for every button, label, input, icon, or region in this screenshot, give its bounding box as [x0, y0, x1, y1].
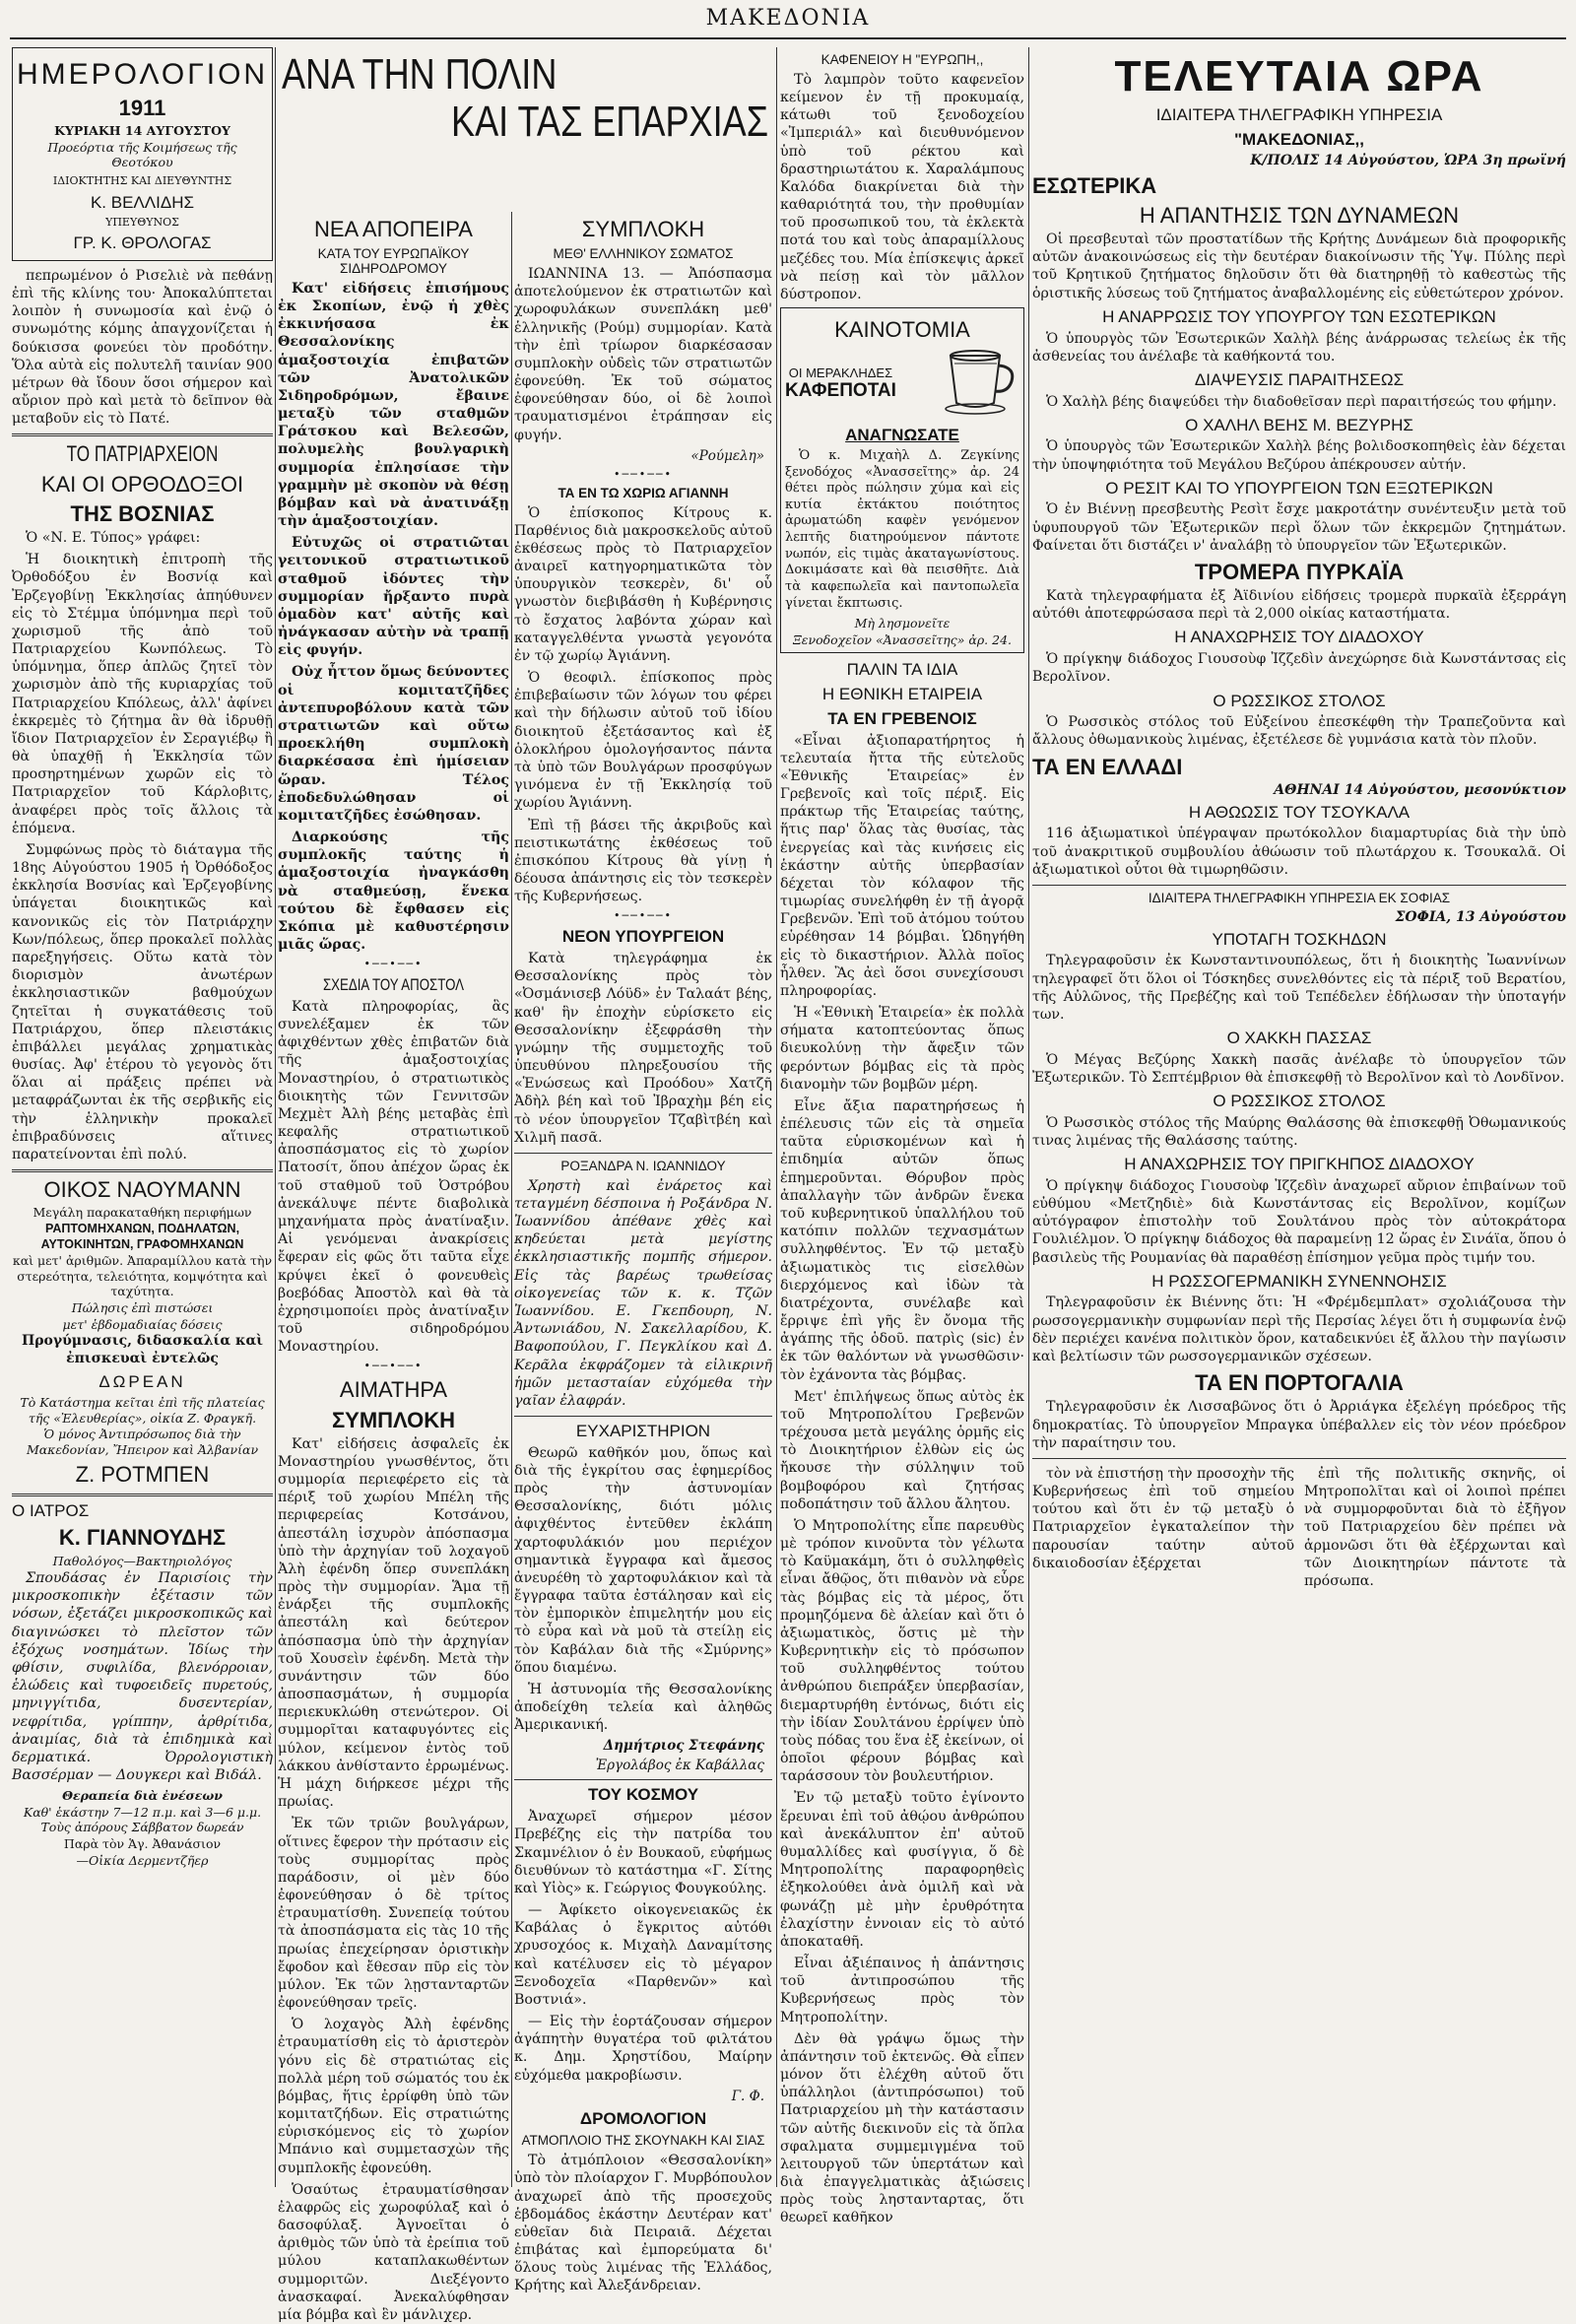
column-rule: [1028, 47, 1029, 2187]
column-1: [12, 47, 273, 2191]
almanac-feast: Προεόρτια τῆς Κοιμήσεως τῆς Θεοτόκου: [47, 139, 237, 170]
owner-name: Κ. ΒΕΛΛΙΔΗΣ: [90, 192, 195, 212]
article-paragraph: Κατὰ πληροφορίας, ἃς συνελέξαμεν ἐκ τῶν ἀφιχθέντων χθὲς ἐπιβατῶν διὰ τῆς ἁμαξοστοιχίας Μοναστηρίου, ὁ στρατιωτικὸς διοικητὴς τῶν Γεννιτσῶν Μεχμὲτ Ἀλὴ βέης μεταβὰς ἐπὶ κεφαλῆς στρατιωτικοῦ ἀποσπάσματος εἰς τὸ χωρίον Πατοσίτ, ὅπου ἀπέχον ὥρας ἐκ τοῦ σταθμοῦ τοῦ Ὀστρόβου ἀνεκάλυψε πέντε διαβολικὰ μηχανήματα πρὸς ἀνατίναξιν. Αἱ γενόμεναι ἀνακρίσεις ἔφεραν εἰς φῶς ὅτι ταῦτα εἶχε κρύψει ἐκεῖ ὁ φονευθεὶς βοεβόδας Ἀποστὸλ καὶ θὰ τὰ ἐχρησιμοποίει πρὸς ἀνατίναξιν τοῦ σιδηροδρόμου Μοναστηρίου.: [278, 998, 509, 1356]
article-headline: ΔΡΟΜΟΛΟΓΙΟΝ: [579, 2108, 707, 2128]
article-paragraph: Δὲν θὰ γράψω ὅμως τὴν ἀπάντησιν τοῦ ἐκτενῶς. Θὰ εἶπεν μόνον ὅτι ἐλέχθη αὐτοῦ ὅτι ὑπάλληλοι (ἀντιπρόσωποι) τοῦ Πατριαρχείου μὴ τὴν κατάστασιν τῶν αὐτῆς διεκινοῦν εἰς τὰ ὅπλα σφαλματα συμμεμιγμένα τοῦ λειτουργοῦ τῶν ὑπερτάτων καὶ διὰ ἐπαγγελματικὰς ἀξιώσεις πρὸς τοὺς ληστανταρτας, ὅτι θεωρεῖ καθῆκον: [780, 2030, 1024, 2226]
ad-sub: Παθολόγος—Βακτηριολόγος: [52, 1553, 232, 1568]
rule: [12, 1169, 273, 1172]
article-headline: ΠΑΛΙΝ ΤΑ ΙΔΙΑ: [846, 660, 958, 680]
article-headline: Η ΕΘΝΙΚΗ ΕΤΑΙΡΕΙΑ: [821, 685, 983, 704]
article-paragraph: Εἶναι ἀξιέπαινος ἡ ἀπάντησις τοῦ ἀντιπροσώπου τῆς Κυβερνήσεως πρὸς τὸν Μητροπολίτην.: [780, 1956, 1024, 2025]
ad-line: καὶ μετ' ἀριθμῶν. Ἀπαραμίλλου κατὰ τὴν στερεότητα, τελειότητα, κομψότητα καὶ ταχύτητα.: [12, 1253, 273, 1299]
rule: [1032, 885, 1566, 886]
continuation-text: ἐπὶ τῆς πολιτικῆς σκηνῆς, οἱ Μητροπολῖται καὶ οἱ λοιποὶ πρέπει νὰ συμμορφοῦνται διὰ τὸ ἐξῆγον τοῦ Πατριαρχείου δὲν πρέπει νὰ ἁρμονῶσι ὅτι θὰ ἐξέρχωνται καὶ τῶν Διοικητηρίων πάντοτε τὰ πρόσωπα.: [1304, 1465, 1566, 1589]
news-paragraph: Τηλεγραφοῦσιν ἐκ Βιέννης ὅτι: Ἡ «Φρέμδεμπλατ» σχολιάζουσα τὴν ρωσσογερμανικὴν συμφωνίαν περὶ τῆς Περσίας λέγει ὅτι ἡ συμφωνία ἐνῷ δὲν περιέχει κανένα πολιτικὸν ὅρον, καταδεικνύει ἐξ ἄλλου τὴν παγίωσιν καὶ βελτίωσιν τῶν ρωσσογερμανικῶν σχέσεων.: [1032, 1295, 1566, 1364]
ad-line: ΔΩΡΕΑΝ: [98, 1372, 186, 1392]
ad-text: Σπουδάσας ἐν Παρισίοις τὴν μικροσκοπικὴν ἐξέτασιν τῶν νόσων, ἐξετάζει μικροσκοπικῶς καὶ διαγινώσκει τὸ πλεῖστον τῶν ἐξόχως νοσημάτων. Ἰδίως τὴν φθίσιν, συφιλίδα, βλενόρροιαν, ἑλώδεις καὶ τυφοειδεῖς πυρετούς, μηνιγγίτιδα, δυσεντερίαν, νεφρίτιδα, γρίππην, ἀρθρίτιδα, ἀναιμίας, διὰ τὰ ἐπιδημικὰ καὶ δερματικά. Ὀρρολογιστικὴ Βασσέρμαν — Δουγκερι καὶ Βιδάλ.: [12, 1570, 273, 1784]
separator: •──•──•: [614, 909, 673, 923]
city-section-header: [278, 47, 772, 147]
news-paragraph: Ὁ ἐν Βιέννῃ πρεσβευτὴς Ρεσὶτ ἔσχε μακροτάτην συνέντευξιν μετὰ τοῦ ὑφυπουργοῦ τῶν Ἐξωτερικῶν περὶ ὅλων τῶν ἐκκρεμῶν ζητημάτων. Φαίνεται ὅτι διστάζει ν' ἀναλάβῃ τὸ ὑπουργεῖον τῶν Ἐξωτερικῶν.: [1032, 501, 1566, 554]
article-headline: ΤΑ ΕΝ ΤΩ ΧΩΡΙΩ ΑΓΙΑΝΝΗ: [558, 485, 729, 500]
wire-service-header: "ΜΑΚΕΔΟΝΙΑΣ,,: [1233, 130, 1365, 150]
ad-line: Μεγάλη παρακαταθήκη περιφήμων: [33, 1205, 252, 1221]
ad-line: Ζ. ΡΟΤΜΠΕΝ: [75, 1462, 210, 1488]
news-headline: Η ΑΠΑΝΤΗΣΙΣ ΤΩΝ ΔΥΝΑΜΕΩΝ: [1139, 202, 1460, 228]
article-paragraph: Ὁσαύτως ἐτραυματίσθησαν ἐλαφρῶς εἰς χωροφύλαξ καὶ ὁ δασοφύλαξ. Ἀγνοεῖται ὁ ἀριθμὸς τῶν ὑπὸ τὰ ἐρείπια τοῦ μύλου καταπλακωθέντων συμμοριτῶν. Διεξέγοντο ἀνασκαφαί. Ἀνεκαλύφθησαν μία βόμβα καὶ ἓν μάνλιχερ.: [278, 2181, 509, 2323]
news-paragraph: Ὁ ὑπουργὸς τῶν Ἐσωτερικῶν Χαλὴλ βέης ἀνάρρωσας τελείως ἐκ τῆς ἀσθενείας του ἀνέλαβε τὰ καθήκοντά του.: [1032, 330, 1566, 365]
news-headline: Ο ΡΩΣΣΙΚΟΣ ΣΤΟΛΟΣ: [1213, 691, 1386, 710]
article-headline: ΤΟ ΠΑΤΡΙΑΡΧΕΙΟΝ: [66, 441, 219, 467]
ad-line: ΡΑΠΤΟΜΗΧΑΝΩΝ, ΠΟΔΗΛΑΤΩΝ, ΑΥΤΟΚΙΝΗΤΩΝ, ΓΡΑΦΟΜΗΧΑΝΩΝ: [40, 1221, 244, 1251]
ad-line: ΚΑΦΕΠΟΤΑΙ: [785, 379, 896, 401]
news-headline: Η ΑΝΑΡΡΩΣΙΣ ΤΟΥ ΥΠΟΥΡΓΟΥ ΤΩΝ ΕΣΩΤΕΡΙΚΩΝ: [1102, 306, 1496, 326]
article-paragraph: Τὸ ἀτμόπλοιον «Θεσσαλονίκη» ὑπὸ τὸν πλοίαρχον Γ. Μυρβόπουλον ἀναχωρεῖ ἀπὸ τῆς προσεχοῦς ἑβδομάδος ἑκάστην Δευτέραν κατ' εὐθεῖαν διὰ Πειραιᾶ. Δέχεται ἐπιβάτας καὶ ἐμπορεύματα δι' ὅλους τοὺς λιμένας τῆς Ἑλλάδος, Κρήτης καὶ Ἀλεξάνδρειαν.: [514, 2153, 772, 2294]
ad-hours: Καθ' ἑκάστην 7—12 π.μ. καὶ 3—6 μ.μ. Τοὺς ἀπόρους Σάββατον δωρεάν: [23, 1804, 262, 1835]
top-rule: [10, 37, 1566, 39]
article-paragraph: Κατὰ τηλεγράφημα ἐκ Θεσσαλονίκης πρὸς τὸν «Ὀσμάνισεβ Λόϋδ» ἐν Ταλαάτ βέης, καθ' ἣν ἐποχὴν εὑρίσκετο εἰς Θεσσαλονίκην ἐξεφράσθη τὴν γνώμην τῆς συμμετοχῆς τοῦ ὑπευθύνου πληρεξουσίου τῆς «Ἑνώσεως καὶ Προόδου» Χατζῆ Ἀδὴλ βέη καὶ τοῦ Ἰβραχὴμ βέη εἰς τὸ νέον ὑπουργεῖον Τζαβὶτβέη καὶ Χιλμῆ πασᾶ.: [514, 951, 772, 1146]
dateline: ΑΘΗΝΑΙ 14 Αὐγούστου, μεσονύκτιον: [1274, 781, 1566, 798]
article-headline: ΚΑΦΕΝΕΙΟΥ Η "ΕΥΡΩΠΗ,,: [821, 52, 984, 67]
news-paragraph: Τηλεγραφοῦσιν ἐκ Λισσαβῶνος ὅτι ὁ Ἀρριάγκα ἐξελέγη πρόεδρος τῆς δημοκρατίας. Τὸ ὑπουργεῖον Μπραγκα ὑπέβαλλεν εἰς τὸν νέον πρόεδρον τὴν παραίτησιν του.: [1032, 1399, 1566, 1451]
article-paragraph: Οὐχ ἧττον ὅμως δεύνοντες οἱ κομιτατζῆδες ἀντεπυροβόλουν κατὰ τῶν στρατιωτῶν καὶ οὕτω προεκλήθη συμπλοκὴ διαρκέσασα ἐπὶ ἡμίσειαν ὥραν. Τέλος ἐποδεδυλώθησαν οἱ κομιτατζῆδες ἐσώθησαν.: [278, 664, 509, 824]
news-headline: Ο ΡΕΣΙΤ ΚΑΙ ΤΟ ΥΠΟΥΡΓΕΙΟΝ ΤΩΝ ΕΞΩΤΕΡΙΚΩΝ: [1105, 478, 1493, 498]
almanac-title: ΗΜΕΡΟΛΟΓΙΟΝ: [17, 58, 269, 91]
separator: •──•──•: [363, 1360, 424, 1373]
column-rule: [776, 47, 777, 2187]
ad-name: Κ. ΓΙΑΝΝΟΥΔΗΣ: [58, 1525, 227, 1551]
news-headline: Ο ΧΑΛΗΛ ΒΕΗΣ Μ. ΒΕΖΥΡΗΣ: [1185, 415, 1413, 434]
article-headline: ΝΕΑ ΑΠΟΠΕΙΡΑ: [314, 217, 473, 241]
ad-line: μετ' ἑβδομαδιαίας δόσεις: [62, 1316, 223, 1332]
article-paragraph: Ὁ ἐπίσκοπος Κίτρους κ. Παρθένιος διὰ μακροσκελοῦς αὐτοῦ ἐκθέσεως πρὸς τὸ Πατριαρχεῖον ἀναιρεῖ κατηγορηματικῶτα τὸν ὑπουργικὸν τεσκερὲν, δι' οὗ γνωστὸν διεβιβάσθη ἡ Κυβέρνησις τὸ ἔσχατος λαβόντα χώραν καὶ καταγγελθέντα γνωστὰ γεγονότα ἐν τῷ χωρίῳ Ἀγιάννη.: [514, 504, 772, 664]
news-paragraph: 116 ἀξιωματικοὶ ὑπέγραψαν πρωτόκολλον διαμαρτυρίας διὰ τὴν ὑπὸ τοῦ ἀνακριτικοῦ συμβουλίου ἀθώωσιν τοῦ πλωτάρχου κ. Τσουκαλᾶ. Οἱ ἀξιωματικοὶ οὗτοι θὰ τιμωρηθῶσιν.: [1032, 826, 1566, 878]
news-headline: ΔΙΑΨΕΥΣΙΣ ΠΑΡΑΙΤΗΣΕΩΣ: [1194, 369, 1405, 389]
section-heading: ΕΣΩΤΕΡΙΚΑ: [1032, 172, 1157, 198]
wire-service-header: ΙΔΙΑΙΤΕΡΑ ΤΗΛΕΓΡΑΦΙΚΗ ΥΠΗΡΕΣΙΑ: [1155, 105, 1443, 125]
article-headline: ΣΥΜΠΛΟΚΗ: [581, 217, 705, 241]
rule: [514, 1779, 772, 1780]
news-headline: Ο ΧΑΚΚΗ ΠΑΣΣΑΣ: [1226, 1029, 1372, 1048]
news-paragraph: Ὁ ὑπουργὸς τῶν Ἐσωτερικῶν Χαλὴλ βέης βολιδοσκοπηθεὶς ἐὰν δέχεται τὴν ὑποψηφιότητα τοῦ Μεγάλου Βεζύρου ἀπέκρουσεν αὐτήν.: [1032, 438, 1566, 473]
article-paragraph: Ὁ «Ν. Ε. Τύπος» γράφει:: [26, 530, 201, 547]
article-paragraph: Συμφώνως πρὸς τὸ διάταγμα τῆς 18ης Αὐγούστου 1905 ἡ Ὀρθόδοξος ἐκκλησία Βοσνίας καὶ Ἐρζεγοβίνης ὑπάγεται διοικητικῶς καὶ κανονικῶς εἰς τὸν Πατριάρχην Κων/πόλεως, ὅπερ προκαλεῖ πολλὰς παρεξηγήσεις. Οὕτω κατὰ τὸν διορισμὸν ἀνωτέρων ἐκκλησιαστικῶν βαθμούχων ζητεῖται ἡ συγκατάθεσις τοῦ Πατριάρχου, ὅπερ πλειστάκις ἐπιβάλλει μεγάλας χρηματικὰς θυσίας. Ἀφ' ἑτέρου τὸ γεγονὸς ὅτι ὅλαι αἱ πράξεις πρέπει νὰ μεταφράζωνται ἐκ τῆς σερβικῆς εἰς τὴν ἑλληνικὴν προκαλεῖ ἐπιβραδύνσεις αἵτινες παρατείνονται ἐπὶ πολύ.: [12, 841, 273, 1162]
news-paragraph: Ὁ Ρωσσικὸς στόλος τοῦ Εὐξείνου ἐπεσκέφθη τὴν Τραπεζοῦντα καὶ ἄλλους ὀθωμανικοὺς λιμένας, ἐξετέλεσε δὲ γυμνάσια κατὰ τὸν πλοῦν.: [1032, 714, 1566, 749]
ad-line: Μὴ λησμονεῖτε: [854, 616, 951, 631]
resp-name: ΓΡ. Κ. ΘΡΟΛΟΓΑΣ: [73, 233, 212, 253]
separator: •──•──•: [614, 467, 673, 481]
article-headline: ΕΥΧΑΡΙΣΤΗΡΙΟΝ: [575, 1422, 711, 1441]
article-subheadline: ΜΕΘ' ΕΛΛΗΝΙΚΟΥ ΣΩΜΑΤΟΣ: [553, 246, 734, 262]
ad-line: Τὸ Κατάστημα κεῖται ἐπὶ τῆς πλατείας τῆς «Ἐλευθερίας», οἰκία Ζ. Φραγκῆ.: [20, 1394, 265, 1426]
signature: Δημήτριος Στεφάνης: [603, 1738, 764, 1755]
signature-title: Ἐργολάβος ἐκ Καβάλλας: [595, 1758, 764, 1774]
article-subheadline: ΚΑΤΑ ΤΟΥ ΕΥΡΩΠΑΪΚΟΥ ΣΙΔΗΡΟΔΡΟΜΟΥ: [317, 246, 470, 277]
ad-line: Ξενοδοχεῖον «Ἀνασσεῖτης» ἀρ. 24.: [793, 631, 1012, 647]
article-paragraph: Κατ' εἰδήσεις ἀσφαλεῖς ἐκ Μοναστηρίου γνωσθέντος, ὅτι συμμορία περιεφέρετο εἰς τὰ πέριξ τοῦ χωρίου Μπέλη τῆς περιφερείας Κοτσάνου, ἀπεστάλη ἰσχυρὸν ἀπόσπασμα ὑπὸ τὴν ἀρχηγίαν τοῦ λοχαγοῦ Ἀλὴ ἐφένδη ὅπερ συνεπλάκη πρὸς τὴν συμμορίαν. Ἅμα τῇ ἐνάρξει τῆς συμπλοκῆς ἀπεστάλη καὶ δεύτερον ἀπόσπασμα ὑπὸ τὴν ἀρχηγίαν τοῦ Χουσεὶν ἐφένδη. Μετὰ τὴν συνάντησιν τῶν δύο ἀποσπασμάτων, ἡ συμμορία περιεκυκλώθη στενώτερον. Οἱ συμμορῖται καταφυγόντες εἰς μύλον, κείμενον ἐντὸς τοῦ λάκκου ἀνθίσταντο ἐρρωμένως. Ἡ μάχη διήρκεσε μέχρι τῆς πρωίας.: [278, 1435, 509, 1811]
owner-label: ΙΔΙΟΚΤΗΤΗΣ ΚΑΙ ΔΙΕΥΘΥΝΤΗΣ: [52, 174, 232, 188]
ad-address: —Οἰκία Δερμεντζῆερ: [76, 1852, 209, 1868]
separator: •──•──•: [363, 958, 424, 971]
section-heading: ΤΑ ΕΝ ΠΟΡΤΟΓΑΛΙΑ: [1195, 1370, 1404, 1396]
resp-label: ΥΠΕΥΘΥΝΟΣ: [105, 215, 179, 229]
dateline: ΣΟΦΙΑ, 13 Αὐγούστου: [1395, 908, 1566, 925]
ad-cup-text: [785, 365, 896, 402]
section-heading: ΤΑ ΕΝ ΕΛΛΑΔΙ: [1032, 754, 1183, 779]
coffee-ad: [780, 307, 1024, 653]
section-headline: ΚΑΙ ΤΑΣ ΕΠΑΡΧΙΑΣ: [451, 98, 768, 147]
article-headline: ΡΟΞΑΝΔΡΑ Ν. ΙΩΑΝΝΙΔΟΥ: [560, 1158, 726, 1173]
article-paragraph: «Εἶναι ἀξιοπαρατήρητος ἡ τελευταία ἤττα τῆς εὐτελοῦς «Ἐθνικῆς Ἑταιρείας» ἐν Γρεβενοῖς καὶ τοῖς πέριξ. Εἰς πράκτωρ τῆς Ἑταιρείας ταύτης, ἥτις παρ' ὅλας τὰς θυσίας, τὰς ἐνεργείας καὶ τὰς κινήσεις εἰς ἑκάστην αὐτῆς ὑπερβασίαν δέχεται τὸν κόλαφον τῆς τιμωρίας συνελήφθη ἐν τῇ ἀγορᾷ Γρεβενῶν. Ἐπὶ τοῦ ἀτόμου τούτου εὑρέθησαν 14 βόμβαι. Ὡδηγήθη εἰς τὸ δικαστήριον. Ἀλλὰ ποῖος ἦλθεν. Ἂς ἀεὶ ὅσοι συνεχίσουσι πληροφορίας.: [780, 732, 1024, 999]
article-headline: ΚΑΙ ΟΙ ΟΡΘΟΔΟΞΟΙ: [40, 471, 244, 497]
ad-line: Προγύμνασις, διδασκαλία καὶ ἐπισκευαὶ ἐντελῶς: [21, 1333, 264, 1366]
rule: [514, 1153, 772, 1154]
news-paragraph: Ὁ πρίγκηψ διάδοχος Γιουσοὺφ Ἰζζεδὶν ἀνεχώρησε διὰ Κωνστάντσας εἰς Βερολῖνον.: [1032, 651, 1566, 686]
article-paragraph: — Ἀφίκετο οἰκογενειακῶς ἐκ Καβάλας ὁ ἔγκριτος αὐτόθι χρυσοχόος κ. Μιχαὴλ Δαναμίτσης καὶ κατέλυσεν εἰς τὸ μέγαρον Ξενοδοχεῖα «Παρθενῶν» καὶ Βοστνιά».: [514, 1902, 772, 2008]
continuation-block: [1032, 1465, 1566, 1594]
article-headline: ΤΑ ΕΝ ΓΡΕΒΕΝΟΙΣ: [827, 708, 977, 728]
article-paragraph: Τὸ λαμπρὸν τοῦτο καφενεῖον κείμενον ἐν τῇ προκυμαίᾳ, κάτωθι τοῦ ξενοδοχείου «Ἰμπεριάλ» καὶ διευθυνόμενον ὑπὸ τοῦ ρέκτου καὶ δραστηριωτάτου κ. Χαραλάμπους Καλόδα διακρίνεται διὰ τὴν καθαριότητά του, τὴν προθυμίαν τοῦ προσωπικοῦ του, τὰ ἐκλεκτὰ ποτά του καὶ τοὺς ἀπαραμίλλους μεζέδες του. Μία ἐπίσκεψις ἀρκεῖ νὰ πείσῃ καὶ τὸν μᾶλλον δύστροπον.: [780, 71, 1024, 302]
article-paragraph: Ἡ διοικητικὴ ἐπιτροπὴ τῆς Ὀρθοδόξου ἐν Βοσνίᾳ καὶ Ἐρζεγοβίνῃ Ἐκκλησίας ἀπηύθυνεν εἰς τὸ Στέμμα ὑπόμνημα περὶ τοῦ χωρισμοῦ τῆς ἀπὸ τοῦ Πατριαρχείου Κωνπόλεως. Τὸ ὑπόμνημα, ὅπερ ἁπλῶς ζητεῖ τὸν χωρισμὸν ἀπὸ τῆς κυριαρχίας τοῦ Πατριαρχείου Κπόλεως, ἀλλ' ἀφίνει ἐκκρεμὲς τὸ ζήτημα ἂν θὰ ἱδρυθῇ ἴδιον Πατριαρχεῖον ἐν Σεραγιέβῳ ἢ θὰ ὑπαχθῇ ἡ Ἐκκλησία τῶν προσηρτημένων χωρῶν εἰς τὸ Πατριαρχεῖον τοῦ Κάρλοβιτς, ἀναφέρει πρὸς τοῖς ἄλλοις τὰ ἑπόμενα.: [12, 552, 273, 836]
ad-title: ΟΙΚΟΣ ΝΑΟΥΜΑΝΝ: [43, 1177, 241, 1203]
ad-address: Παρὰ τὸν Ἁγ. Ἀθανάσιον: [63, 1836, 222, 1852]
news-paragraph: Οἱ πρεσβευταὶ τῶν προστατίδων τῆς Κρήτης Δυνάμεων διὰ προφορικῆς αὐτῶν ἀνακοινώσεως εἰς τὴν δευτέραν διακοίνωσιν τῆς Ὑψ. Πύλης περὶ τοῦ Κρητικοῦ ζητήματος δηλοῦσιν ὅτι θὰ διατηρηθῇ τὸ καθεστὼς τῆς ὁριστικῆς λύσεως τοῦ ζητήματος ἀναβαλλομένης εἰς εὐθετώτερον χρόνον.: [1032, 232, 1566, 301]
news-headline: Ο ΡΩΣΣΙΚΟΣ ΣΤΟΛΟΣ: [1213, 1092, 1386, 1111]
article-paragraph: Μετ' ἐπιλήψεως ὅπως αὐτὸς ἐκ τοῦ Μητροπολίτου Γρεβενῶν τρέχουσα μετὰ μεγάλης ὁρμῆς εἰς τὸ Διοικητήριον ἐλθὼν εἰς ὡς ἤκουσε τὴν σύλληψιν τοῦ βομβοφόρου καὶ ζητήσας ποδοπάτησιν τοῦ ἄλλου ἄλητου.: [780, 1388, 1024, 1512]
column-rule: [275, 47, 276, 2187]
ad-therapy: Θεραπεία διὰ ἐνέσεων: [62, 1788, 223, 1804]
article-paragraph: Εἶνε ἄξια παρατηρήσεως ἡ ἐπέλευσις τῶν εἰς τὰ σημεῖα ταῦτα εὑρισκομένων καὶ ἡ ἐπιδημία αὐτῶν ὅπως ἐπημεροῦνται. Θόρυβον πρὸς ἀπαλλαγὴν τῶν ἀνδρῶν ἔνεκα τοῦ κυβερνητικοῦ ὑπαλλήλου τοῦ κατόπιν πολλῶν τεχνασμάτων συλληφθέντος. Ἐν τῷ μεταξὺ ἀξιωματικὸς τις εἰσελθὼν διερχόμενος καὶ ἰδὼν τὰ διατρέχοντα, συνέλαβε καὶ ἔρριψε ἐπὶ γῆς ἓν ὄνομα τῆς ἀγάπης τῆς ὁδοῦ. πατρὶς (sic) ἐν ἐκ τῶν θαλόντων νὰ γνωσθῶσιν· τὸν ἐχάνοντα τὰς βόμβας.: [780, 1097, 1024, 1383]
column-rule: [511, 212, 512, 2187]
rule: [514, 1416, 772, 1417]
news-paragraph: Ὁ πρίγκηψ διάδοχος Γιουσοὺφ Ἰζζεδὶν ἀναχωρεῖ αὔριον ἐπιβαίνων τοῦ εὐθύμου «Μετζηδιὲ» διὰ Κωνστάντσας εἰς Βερολῖνον, κομίζων αὐτόγραφον ἐπιστολὴν τοῦ Σουλτάνου πρὸς τὸν αὐτοκράτορα Γουλιέλμον. Ὁ πρίγκηψ διάδοχος θὰ παραμείνῃ 12 ὥρας ἐν Σινάϊα, ὅπου ὁ βασιλεὺς τῆς Ρουμανίας θὰ παραθέσῃ ἐπίσημον γεῦμα πρὸς τιμήν του.: [1032, 1177, 1566, 1266]
ad-line: Ὁ μόνος Ἀντιπρόσωπος διὰ τὴν Μακεδονίαν, Ἤπειρον καὶ Ἀλβανίαν: [26, 1427, 259, 1457]
article-paragraph: Κατ' εἰδήσεις ἐπισήμους ἐκ Σκοπίων, ἐνῷ ἡ χθὲς ἐκκινήσασα ἐκ Θεσσαλονίκης ἁμαξοστοιχία ἐπιβατῶν τῶν Ἀνατολικῶν Σιδηροδρόμων, ἔβαινε μεταξὺ τῶν σταθμῶν Γράτσκου καὶ Βελεσῶν, πολυμελὴς βουλγαρικὴ συμμορία ἐπλησίασε τὴν γραμμὴν μὲ σκοπὸν νὰ θέσῃ βόμβαν καὶ νὰ ἀνατινάξῃ τὴν ἁμαξοστοιχίαν.: [278, 280, 509, 530]
ad-title: ΚΑΙΝΟΤΟΜΙΑ: [834, 317, 970, 343]
almanac-box: [12, 47, 273, 261]
almanac-day: ΚΥΡΙΑΚΗ 14 ΑΥΓΟΥΣΤΟΥ: [54, 123, 230, 139]
column-2: [278, 212, 509, 2323]
ad-read: ΑΝΑΓΝΩΣΑΤΕ: [845, 426, 959, 445]
article-headline: ΤΗΣ ΒΟΣΝΙΑΣ: [70, 500, 215, 526]
article-headline: ΣΥΜΠΛΟΚΗ: [331, 1407, 456, 1432]
ad-text: Ὁ κ. Μιχαὴλ Δ. Ζεγκίνης ξενοδόχος «Ἀνασσεῖτης» ἀρ. 24 θέτει πρὸς πώλησιν χύμα καὶ εἰς κυτία ἐκτάκτου ποιότητος ἀρωματώδη καφὲν γενόμενον λεπτῆς διατηρούμενον πάντοτε νωπόν, εἰς τιμὰς ἀκαταγωνίστους. Δοκιμάσατε καὶ θὰ πεισθῆτε. Διὰ τὰ καφεπωλεῖα καὶ παντοπωλεῖα γίνεται ἔκπτωσις.: [785, 447, 1019, 611]
news-paragraph: Κατὰ τηλεγραφήματα ἐξ Ἀϊδινίου εἰδήσεις τρομερὰ πυρκαϊὰ ἐξερράγη αὐτόθι ἀποτεφρώσασα περὶ τὰ 2,000 οἰκίας καταστήματα.: [1032, 588, 1566, 623]
article-paragraph: ΙΩΑΝΝΙΝΑ 13. — Ἀπόσπασμα ἀποτελούμενον ἐκ στρατιωτῶν καὶ χωροφυλάκων συνεπλάκη μεθ' ἑλληνικῆς (Ρούμ) συμμορίαν. Κατὰ τὴν ἐπὶ τρίωρον διαρκέσασαν συμπλοκὴν οὐδεὶς τῶν στρατιωτῶν ἐφονεύθη. Ἐκ τοῦ σώματος ἐφονεύθησαν δύο, οἱ δὲ λοιποὶ τραυματισμένοι ἐτράπησαν εἰς φυγήν.: [514, 266, 772, 443]
article-headline: ΣΧΕΔΙΑ ΤΟΥ ΑΠΟΣΤΟΛ: [322, 975, 465, 995]
ad-line: ΟΙ ΜΕΡΑΚΛΗΔΕΣ: [788, 365, 893, 380]
article-paragraph: Ἐπὶ τῇ βάσει τῆς ἀκριβοῦς καὶ πειστικωτάτης ἐκθέσεως τοῦ ἐπισκόπου Κίτρους θὰ γίνῃ ἡ δέουσα ἀπάντησις εἰς τὸν τεσκερὲν τῆς Κυβερνήσεως.: [514, 817, 772, 905]
article-headline: ΝΕΟΝ ΥΠΟΥΡΓΕΙΟΝ: [561, 927, 725, 947]
article-paragraph: Χρηστὴ καὶ ἐνάρετος καὶ τεταγμένη δέσποινα ἡ Ροξάνδρα Ν. Ἰωαννίδου ἀπέθανε χθὲς καὶ κηδεύεται μετὰ μεγίστης ἐκκλησιαστικῆς πομπῆς σήμερον. Εἰς τὰς βαρέως τρωθείσας οἰκογενείας τῶν κ. κ. Τζῶν Ἰωαννίδου. Ε. Γκεπδουρη, Ν. Ἀντωνιάδου, Ν. Σακελλαρίδου, Κ. Βαφοπούλου, Γ. Πεγκλίκου καὶ Δ. Κερᾶλα ἐκφράζομεν τὰ εἰλικρινῆ ἡμῶν μετασταίαν εὐχόμεθα τὴν γαῖαν ἐλαφράν.: [514, 1177, 772, 1409]
rule: [12, 1494, 273, 1496]
article-paragraph: Θεωρῶ καθῆκόν μου, ὅπως καὶ διὰ τῆς ἐγκρίτου σας ἐφημερίδος πρὸς τὴν ἀστυνομίαν Θεσσαλονίκης, διότι μόλις ἀφιχθέντος ἐντεῦθεν ἐκλάπη χαρτοφυλάκιόν μου περιέχον σημαντικὰ ἔγγραφα καὶ ἄμεσος ἀνευρέθη τὸ χαρτοφυλάκιον καὶ τὰ ἔγγραφα ταῦτα ἐστάλησαν καὶ εἰς τὸν ἐμπορικὸν ἐπιμελητήν μου εἰς τὸ εὖρα καὶ νὰ μοῦ τὰ στείλῃ εἰς τὸν Καβάλαν διὰ τῆς «Σμύρνης» ὅπου διαμένω.: [514, 1444, 772, 1676]
almanac-year: 1911: [118, 96, 166, 120]
news-headline: Η ΡΩΣΣΟΓΕΡΜΑΝΙΚΗ ΣΥΝΕΝΝΟΗΣΙΣ: [1151, 1271, 1447, 1291]
article-paragraph: Ὁ Μητροπολίτης εἶπε παρευθὺς μὲ τρόπον κινοῦντα τὸν γέλωτα τὸ Καϋμακάμη, ὅτι ὁ συλληφθεὶς εἶναι ἄθῷος, ὅτι πιθανὸν νὰ εὗρε τὰς βόμβας εἰς τὰ μέρος, ὅτι προμηζόμενα δὲ ἀλείαν καὶ ὅτι ὁ ἀξιωματικὸς, ὅστις μὲ τὴν Κυβερνητικὴν εἰς τὸ πρόσωπον τοῦ συλληφθέντος τούτου ἀνθρώπου διεπράξεν ὑπερβασίαν, διεμαρτυρήθη ἐντόνως, διότι εἰς τὴν ἰδίαν Σουλτάνου ἐρρίψεν ὑπὸ τοὺς πόδας του ἕνα ἐξ ἐκείνων, οἱ ὁποῖοι φέρουν βόμβας καὶ ταράσσουν τὸν βουλευτήριον.: [780, 1517, 1024, 1785]
article-paragraph: Ἐκ τῶν τριῶν βουλγάρων, οἵτινες ἔφερον τὴν πρότασιν εἰς τοὺς συμμορίτας πρὸς παράδοσιν, οἱ μὲν δύο ἐφονεύθησαν ὁ δὲ τρίτος ἐτραυματίσθη. Συνεπείᾳ τούτου τὰ ἀποσπάσματα εἰς τὰς 10 τῆς πρωίας ἐπεχείρησαν ὀριστικὴν ἔφοδον καὶ ἔθεσαν πῦρ εἰς τὸν μύλον. Ἐκ τῶν λῃστανταρτῶν ἐφονεύθησαν τρεῖς.: [278, 1816, 509, 2012]
ad-line: Πώλησις ἐπὶ πιστώσει: [71, 1300, 214, 1315]
article-paragraph: Διαρκούσης τῆς συμπλοκῆς ταύτης ἡ ἁμαξοστοιχία ἠναγκάσθη νὰ σταθμεύσῃ, ἕνεκα τούτου δὲ ἔφθασεν εἰς Σκόπια μὲ καθυστέρησιν μιᾶς ὥρας.: [278, 830, 509, 954]
article-paragraph: Ἡ ἀστυνομία τῆς Θεσσαλονίκης ἀποδείχθη τελεία καὶ ἀληθῶς Ἀμερικανική.: [514, 1681, 772, 1734]
article-paragraph: Ἀναχωρεῖ σήμερον μέσον Πρεβέζης εἰς τὴν πατρίδα του Σκαμνέλιον ὁ ἐν Βουκαοῦ, εὐφήμως διευθύνων τὸ κατάστημα «Γ. Σίτης καὶ Υἱὸς» κ. Γεώργιος Φουγκούλης.: [514, 1809, 772, 1896]
section-headline: ΑΝΑ ΤΗΝ ΠΟΛΙΝ: [282, 50, 558, 99]
article-headline: ΤΟΥ ΚΟΣΜΟΥ: [587, 1785, 699, 1805]
signature: Γ. Φ.: [731, 2088, 764, 2104]
news-headline: Η ΑΝΑΧΩΡΗΣΙΣ ΤΟΥ ΠΡΙΓΚΗΠΟΣ ΔΙΑΔΟΧΟΥ: [1124, 1155, 1475, 1174]
rule: [1032, 1458, 1566, 1459]
news-paragraph: Ὁ Ρωσσικὸς στόλος τῆς Μαύρης Θαλάσσης θὰ ἐπισκεφθῇ Ὀθωμανικούς τινας λιμένας τῆς Θαλάσσης ταύτης.: [1032, 1114, 1566, 1150]
article-paragraph: Εὐτυχῶς οἱ στρατιῶται γειτονικοῦ στρατιωτικοῦ σταθμοῦ ἰδόντες τὴν συμμορίαν ἤρξαντο πυρὰ ὁμαδὸν κατ' αὐτῆς καὶ ἠνάγκασαν αὐτὴν νὰ τραπῇ εἰς φυγήν.: [278, 535, 509, 659]
news-paragraph: Ὁ Μέγας Βεζύρης Χακκὴ πασᾶς ἀνέλαβε τὸ ὑπουργεῖον τῶν Ἐξωτερικῶν. Τὸ Σεπτέμβριον θὰ ἐπισκεφθῇ τὸ Βερολῖνον καὶ τὸ Λονδῖνον.: [1032, 1051, 1566, 1087]
ad-head: Ο ΙΑΤΡΟΣ: [12, 1500, 90, 1520]
news-headline: Η ΑΘΩΩΣΙΣ ΤΟΥ ΤΣΟΥΚΑΛΑ: [1188, 802, 1411, 822]
column-3: [780, 47, 1024, 2226]
article-paragraph: Ἐν τῷ μεταξὺ τοῦτο ἐγίνοντο ἔρευναι ἐπὶ τοῦ ἀθῴου ἀνθρώπου καὶ ἀνεκάλυπτον ἐπ' αὐτοῦ θυμαλλίδες καὶ φυσίγγια, ὅ δὲ Μητροπολίτης παραφορηθεὶς ἐξηκολούθει ἀνὰ ὁμιλῆ καὶ νὰ φωνάζῃ μὲ μὴν ἐρυθρότητα ἐλαχίστην ἐννοιαν εἰς τὸ αὐτό ἀποκαταθῆ.: [780, 1790, 1024, 1950]
last-hour-headline: ΤΕΛΕΥΤΑΙΑ ΩΡΑ: [1114, 52, 1484, 100]
lead-text: πεπρωμένον ὁ Ρισελιὲ νὰ πεθάνῃ ἐπὶ τῆς κλίνης του· Ἀποκαλύπτεται λοιπὸν ἡ συνωμοσία καὶ ἐνῷ ὁ συνωμότης κόμης ἀπαγχονίζεται ἡ δούκισσα φονεύει τὸν προδότην. Ὅλα αὐτὰ εἰς πολυτελῆ ταινίαν 900 μέτρων θὰ ἴδουν ὅσοι σήμερον καὶ αὔριον πρὸ καὶ μετὰ τὸ δεῖπνον θὰ μεταβοῦν εἰς τὸ Πατέ.: [12, 267, 273, 428]
column-4: [1032, 47, 1566, 2191]
article-paragraph: Ὁ λοχαγὸς Ἀλὴ ἐφένδης ἐτραυματίσθη εἰς τὸ ἀριστερὸν γόνυ εἰς δὲ στρατιώτας εἰς πολλὰ μέρη τοῦ σώματός του ἐκ βόμβας, ἥτις ἐρρίφθη ὑπὸ τῶν κομιτατζήδων. Εἰς στρατιώτης εὑρισκόμενος εἰς τὸ χωρίον Μπάνιο καὶ συμμετασχὼν τῆς συμπλοκῆς ἐφονεύθη.: [278, 2017, 509, 2176]
section-heading: ΙΔΙΑΙΤΕΡΑ ΤΗΛΕΓΡΑΦΙΚΗ ΥΠΗΡΕΣΙΑ ΕΚ ΣΟΦΙΑΣ: [1148, 890, 1451, 905]
article-subheadline: ΑΤΜΟΠΛΟΙΟ ΤΗΣ ΣΚΟΥΝΑΚΗ ΚΑΙ ΣΙΑΣ: [521, 2133, 765, 2149]
news-headline: ΥΠΟΤΑΓΗ ΤΟΣΚΗΔΩΝ: [1212, 929, 1387, 949]
news-headline: Η ΑΝΑΧΩΡΗΣΙΣ ΤΟΥ ΔΙΑΔΟΧΟΥ: [1174, 628, 1424, 647]
column-2b: [514, 212, 772, 2294]
cup-block: [785, 346, 1019, 421]
news-paragraph: Τηλεγραφοῦσιν ἐκ Κωνσταντινουπόλεως, ὅτι ἡ διοικητὴς Ἰωαννίνων τηλεγραφεῖ ὅτι ὅλοι οἱ Τόσκηδες συνελθόντες εἰς τὰ πέριξ τοῦ Βερατίου, τῆς Αὐλῶνος, τῆς Πρεβέζης καὶ τοῦ Τεπέδελεν ἐδήλωσαν τὴν ὑποταγήν των.: [1032, 953, 1566, 1023]
masthead: ΜΑΚΕΔΟΝΙΑ: [705, 6, 871, 31]
continuation-text: τὸν νὰ ἐπιστήσῃ τὴν προσοχὴν τῆς Κυβερνήσεως ἐπὶ τοῦ σημείου τούτου καὶ ὅτι ἐν τῷ μεταξὺ ὁ Πατριαρχεῖον ἐγκαταλείπον τὴν παρουσίαν ταύτην αὐτοῦ δικαιοδοσίαν ἐξέρχεται: [1032, 1465, 1294, 1571]
article-headline: ΑΙΜΑΤΗΡΑ: [339, 1377, 448, 1403]
article-paragraph: Ἡ «Ἐθνικὴ Ἑταιρεία» ἐκ πολλὰ σήματα κατοπτεύοντας ὅπως διευκολύνῃ τὴν ἄφεξιν τῶν φερόντων βόμβας εἰς τὰ πρὸς διανομὴν τῶν βομβῶν μέρη.: [780, 1005, 1024, 1093]
news-paragraph: Ὁ Χαλὴλ βέης διαψεύδει τὴν διαδοθεῖσαν περὶ παραιτήσεώς του φήμην.: [1046, 393, 1557, 410]
article-paragraph: Ὁ θεοφιλ. ἐπίσκοπος πρὸς ἐπιβεβαίωσιν τῶν λόγων του φέρει καὶ τὴν δήλωσιν αὐτοῦ τοῦ ἰδίου διοικητοῦ ἐξετάσαντος καὶ ἐξ ὁλοκλήρου ὁμολογήσαντος πάντα τὰ ὑπὸ τῶν Βουλγάρων προσφύγων γινόμενα ἐν τῇ Ἐκκλησίᾳ τοῦ χωρίου Ἁγιάννη.: [514, 670, 772, 812]
coffee-cup-icon: [943, 346, 1019, 421]
news-headline: ΤΡΟΜΕΡΑ ΠΥΡΚΑΪΑ: [1194, 559, 1405, 584]
source-credit: «Ρούμελη»: [690, 447, 764, 464]
rule: [12, 433, 273, 436]
dateline: Κ/ΠΟΛΙΣ 14 Αὐγούστου, ὩΡΑ 3η πρωϊνή: [1250, 152, 1566, 168]
article-paragraph: — Εἰς τὴν ἑορτάζουσαν σήμερον ἀγάπητὴν θυγατέρα τοῦ φιλτάτου κ. Δημ. Χρηστίδου, Μαίρην εὐχόμεθα μακροβίωσιν.: [514, 2014, 772, 2084]
